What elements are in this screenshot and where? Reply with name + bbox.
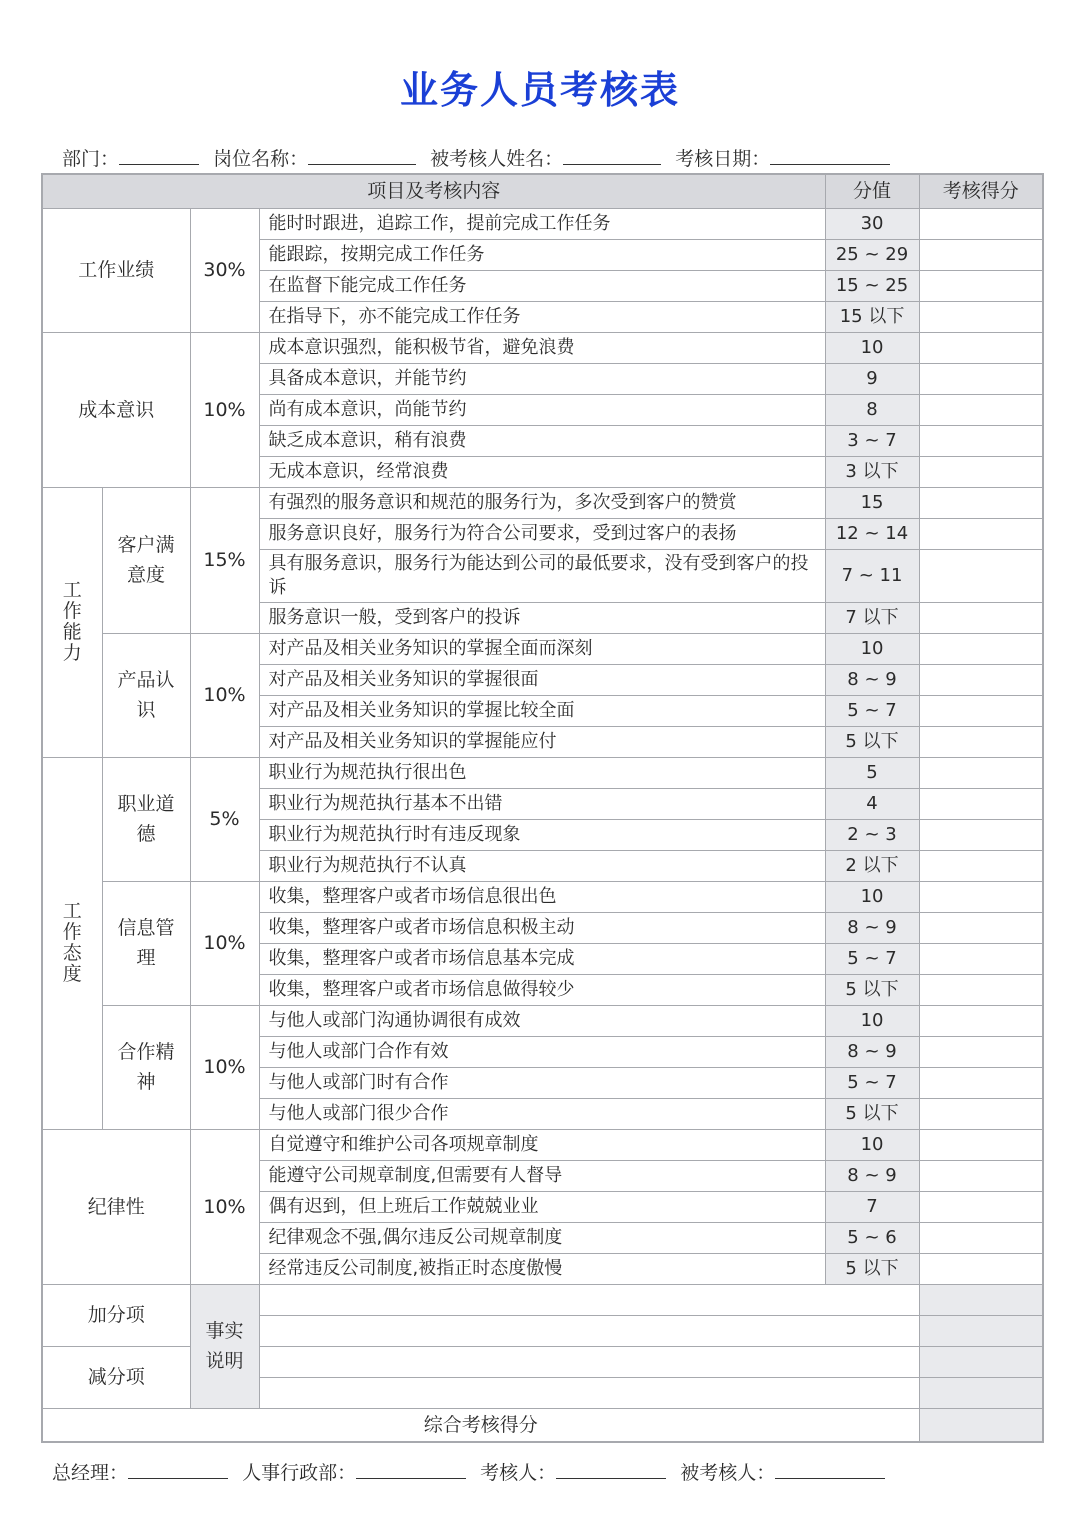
result-cell[interactable] xyxy=(919,726,1043,757)
result-cell[interactable] xyxy=(919,881,1043,912)
score-range: 9 xyxy=(825,363,919,394)
weight-teamwork: 10% xyxy=(190,1005,259,1129)
weight-product: 10% xyxy=(190,633,259,757)
result-cell[interactable] xyxy=(919,1098,1043,1129)
table-row xyxy=(42,881,1043,912)
weight-performance: 30% xyxy=(190,208,259,332)
criterion: 与他人或部门很少合作 xyxy=(259,1098,825,1129)
score-range: 8 ~ 9 xyxy=(825,664,919,695)
result-cell[interactable] xyxy=(919,363,1043,394)
result-cell[interactable] xyxy=(919,208,1043,239)
result-cell[interactable] xyxy=(919,1036,1043,1067)
table-row xyxy=(42,1005,1043,1036)
assessee-label: 被考核人： xyxy=(680,1462,776,1484)
result-cell[interactable] xyxy=(919,1284,1043,1315)
bonus-label: 加分项 xyxy=(42,1284,190,1346)
result-cell[interactable] xyxy=(919,695,1043,726)
result-cell[interactable] xyxy=(919,549,1043,602)
criterion: 能遵守公司规章制度,但需要有人督导 xyxy=(259,1160,825,1191)
score-range: 2 以下 xyxy=(825,850,919,881)
result-cell[interactable] xyxy=(919,1067,1043,1098)
score-range: 12 ~ 14 xyxy=(825,518,919,549)
score-range: 10 xyxy=(825,633,919,664)
assessee-name-label: 被考核人姓名： xyxy=(430,148,564,170)
score-range: 5 ~ 6 xyxy=(825,1222,919,1253)
weight-ethics: 5% xyxy=(190,757,259,881)
score-range: 2 ~ 3 xyxy=(825,819,919,850)
score-range: 30 xyxy=(825,208,919,239)
criterion: 尚有成本意识，尚能节约 xyxy=(259,394,825,425)
score-range: 5 ~ 7 xyxy=(825,943,919,974)
category-discipline: 纪律性 xyxy=(42,1129,190,1284)
total-row xyxy=(42,1408,1043,1442)
gm-signature-field[interactable] xyxy=(128,1458,228,1479)
criterion: 缺乏成本意识，稍有浪费 xyxy=(259,425,825,456)
criterion: 职业行为规范执行不认真 xyxy=(259,850,825,881)
dept-label: 部门： xyxy=(62,148,120,170)
fact-description-text: 事实说明 xyxy=(205,1320,244,1372)
date-label: 考核日期： xyxy=(675,148,771,170)
criterion: 收集，整理客户或者市场信息积极主动 xyxy=(259,912,825,943)
score-range: 15 ~ 25 xyxy=(825,270,919,301)
result-cell[interactable] xyxy=(919,943,1043,974)
result-cell[interactable] xyxy=(919,974,1043,1005)
table-row xyxy=(42,332,1043,363)
deduct-entry[interactable] xyxy=(259,1377,919,1408)
criterion: 对产品及相关业务知识的掌握能应付 xyxy=(259,726,825,757)
result-cell[interactable] xyxy=(919,1377,1043,1408)
result-cell[interactable] xyxy=(919,425,1043,456)
score-range: 15 xyxy=(825,487,919,518)
score-range: 8 ~ 9 xyxy=(825,912,919,943)
category-cost: 成本意识 xyxy=(42,332,190,487)
score-range: 5 以下 xyxy=(825,1098,919,1129)
score-range: 8 ~ 9 xyxy=(825,1160,919,1191)
criterion: 在监督下能完成工作任务 xyxy=(259,270,825,301)
criterion: 能时时跟进，追踪工作，提前完成工作任务 xyxy=(259,208,825,239)
result-cell[interactable] xyxy=(919,394,1043,425)
result-cell[interactable] xyxy=(919,270,1043,301)
bonus-entry[interactable] xyxy=(259,1315,919,1346)
subcategory-ethics-label: 职业道德 xyxy=(117,793,175,845)
result-cell[interactable] xyxy=(919,1346,1043,1377)
criterion: 职业行为规范执行时有违反现象 xyxy=(259,819,825,850)
criterion: 服务意识一般，受到客户的投诉 xyxy=(259,602,825,633)
criterion: 具有服务意识，服务行为能达到公司的最低要求，没有受到客户的投诉 xyxy=(259,549,825,602)
header-fields xyxy=(62,144,898,174)
score-range: 8 xyxy=(825,394,919,425)
category-ability xyxy=(42,487,102,757)
score-range: 10 xyxy=(825,332,919,363)
subcategory-product xyxy=(102,633,190,757)
criterion: 职业行为规范执行基本不出错 xyxy=(259,788,825,819)
score-range: 5 以下 xyxy=(825,974,919,1005)
result-cell[interactable] xyxy=(919,633,1043,664)
score-range: 5 xyxy=(825,757,919,788)
table-row xyxy=(42,208,1043,239)
subcategory-info xyxy=(102,881,190,1005)
criterion: 收集，整理客户或者市场信息做得较少 xyxy=(259,974,825,1005)
result-cell[interactable] xyxy=(919,788,1043,819)
criterion: 在指导下，亦不能完成工作任务 xyxy=(259,301,825,332)
assessee-name-field[interactable] xyxy=(563,144,661,165)
result-cell[interactable] xyxy=(919,602,1043,633)
total-result-cell[interactable] xyxy=(919,1408,1043,1442)
score-range: 3 以下 xyxy=(825,456,919,487)
page-title: 业务人员考核表 xyxy=(399,68,680,112)
score-range: 10 xyxy=(825,1005,919,1036)
score-range: 10 xyxy=(825,881,919,912)
result-cell[interactable] xyxy=(919,664,1043,695)
result-cell[interactable] xyxy=(919,819,1043,850)
criterion: 偶有迟到，但上班后工作兢兢业业 xyxy=(259,1191,825,1222)
category-performance: 工作业绩 xyxy=(42,208,190,332)
criterion: 有强烈的服务意识和规范的服务行为，多次受到客户的赞赏 xyxy=(259,487,825,518)
table-row xyxy=(42,1284,1043,1315)
score-range: 5 ~ 7 xyxy=(825,695,919,726)
score-range: 10 xyxy=(825,1129,919,1160)
assessor-signature-field[interactable] xyxy=(556,1458,666,1479)
deduct-entry[interactable] xyxy=(259,1346,919,1377)
col-result-header: 考核得分 xyxy=(919,174,1043,208)
result-cell[interactable] xyxy=(919,1253,1043,1284)
criterion: 与他人或部门合作有效 xyxy=(259,1036,825,1067)
dept-field[interactable] xyxy=(119,144,199,165)
weight-cost: 10% xyxy=(190,332,259,487)
result-cell[interactable] xyxy=(919,301,1043,332)
category-ability-label: 工作能力 xyxy=(62,579,82,664)
result-cell[interactable] xyxy=(919,1005,1043,1036)
col-content-header: 项目及考核内容 xyxy=(42,174,825,208)
result-cell[interactable] xyxy=(919,1191,1043,1222)
criterion: 纪律观念不强,偶尔违反公司规章制度 xyxy=(259,1222,825,1253)
result-cell[interactable] xyxy=(919,850,1043,881)
subcategory-teamwork xyxy=(102,1005,190,1129)
bonus-entry[interactable] xyxy=(259,1284,919,1315)
position-field[interactable] xyxy=(308,144,416,165)
table-row xyxy=(42,1129,1043,1160)
score-range: 3 ~ 7 xyxy=(825,425,919,456)
weight-satisfaction: 15% xyxy=(190,487,259,633)
table-header-row xyxy=(42,174,1043,208)
signature-fields xyxy=(52,1458,893,1488)
weight-discipline: 10% xyxy=(190,1129,259,1284)
subcategory-teamwork-label: 合作精神 xyxy=(117,1041,175,1093)
criterion: 经常违反公司制度,被指正时态度傲慢 xyxy=(259,1253,825,1284)
category-attitude xyxy=(42,757,102,1129)
score-range: 5 ~ 7 xyxy=(825,1067,919,1098)
criterion: 收集，整理客户或者市场信息很出色 xyxy=(259,881,825,912)
result-cell[interactable] xyxy=(919,757,1043,788)
score-range: 7 以下 xyxy=(825,602,919,633)
criterion: 对产品及相关业务知识的掌握比较全面 xyxy=(259,695,825,726)
result-cell[interactable] xyxy=(919,1160,1043,1191)
score-range: 8 ~ 9 xyxy=(825,1036,919,1067)
fact-description-label xyxy=(190,1284,259,1408)
criterion: 职业行为规范执行很出色 xyxy=(259,757,825,788)
result-cell[interactable] xyxy=(919,1315,1043,1346)
score-range: 7 ~ 11 xyxy=(825,549,919,602)
weight-info: 10% xyxy=(190,881,259,1005)
criterion: 与他人或部门时有合作 xyxy=(259,1067,825,1098)
subcategory-ethics xyxy=(102,757,190,881)
criterion: 对产品及相关业务知识的掌握全面而深刻 xyxy=(259,633,825,664)
result-cell[interactable] xyxy=(919,239,1043,270)
criterion: 具备成本意识，并能节约 xyxy=(259,363,825,394)
score-range: 5 以下 xyxy=(825,726,919,757)
table-row xyxy=(42,633,1043,664)
result-cell[interactable] xyxy=(919,487,1043,518)
date-field[interactable] xyxy=(770,144,890,165)
deduct-label: 减分项 xyxy=(42,1346,190,1408)
score-range: 4 xyxy=(825,788,919,819)
col-score-header: 分值 xyxy=(825,174,919,208)
assessor-label: 考核人： xyxy=(480,1462,557,1484)
criterion: 与他人或部门沟通协调很有成效 xyxy=(259,1005,825,1036)
score-range: 5 以下 xyxy=(825,1253,919,1284)
assessment-table xyxy=(41,173,1044,1443)
category-attitude-label: 工作态度 xyxy=(62,900,82,985)
score-range: 25 ~ 29 xyxy=(825,239,919,270)
criterion: 无成本意识，经常浪费 xyxy=(259,456,825,487)
subcategory-product-label: 产品认识 xyxy=(117,669,175,721)
result-cell[interactable] xyxy=(919,518,1043,549)
score-range: 15 以下 xyxy=(825,301,919,332)
subcategory-info-label: 信息管理 xyxy=(117,917,175,969)
result-cell[interactable] xyxy=(919,1129,1043,1160)
result-cell[interactable] xyxy=(919,456,1043,487)
criterion: 自觉遵守和维护公司各项规章制度 xyxy=(259,1129,825,1160)
hr-signature-field[interactable] xyxy=(356,1458,466,1479)
gm-label: 总经理： xyxy=(52,1462,129,1484)
table-row xyxy=(42,757,1043,788)
total-label: 综合考核得分 xyxy=(42,1408,919,1442)
position-label: 岗位名称： xyxy=(213,148,309,170)
hr-label: 人事行政部： xyxy=(242,1462,357,1484)
criterion: 成本意识强烈，能积极节省，避免浪费 xyxy=(259,332,825,363)
criterion: 对产品及相关业务知识的掌握很面 xyxy=(259,664,825,695)
criterion: 能跟踪，按期完成工作任务 xyxy=(259,239,825,270)
result-cell[interactable] xyxy=(919,912,1043,943)
criterion: 服务意识良好，服务行为符合公司要求，受到过客户的表扬 xyxy=(259,518,825,549)
table-row xyxy=(42,487,1043,518)
score-range: 7 xyxy=(825,1191,919,1222)
subcategory-satisfaction xyxy=(102,487,190,633)
criterion: 收集，整理客户或者市场信息基本完成 xyxy=(259,943,825,974)
result-cell[interactable] xyxy=(919,1222,1043,1253)
assessee-signature-field[interactable] xyxy=(775,1458,885,1479)
result-cell[interactable] xyxy=(919,332,1043,363)
subcategory-satisfaction-label: 客户满意度 xyxy=(117,534,175,586)
